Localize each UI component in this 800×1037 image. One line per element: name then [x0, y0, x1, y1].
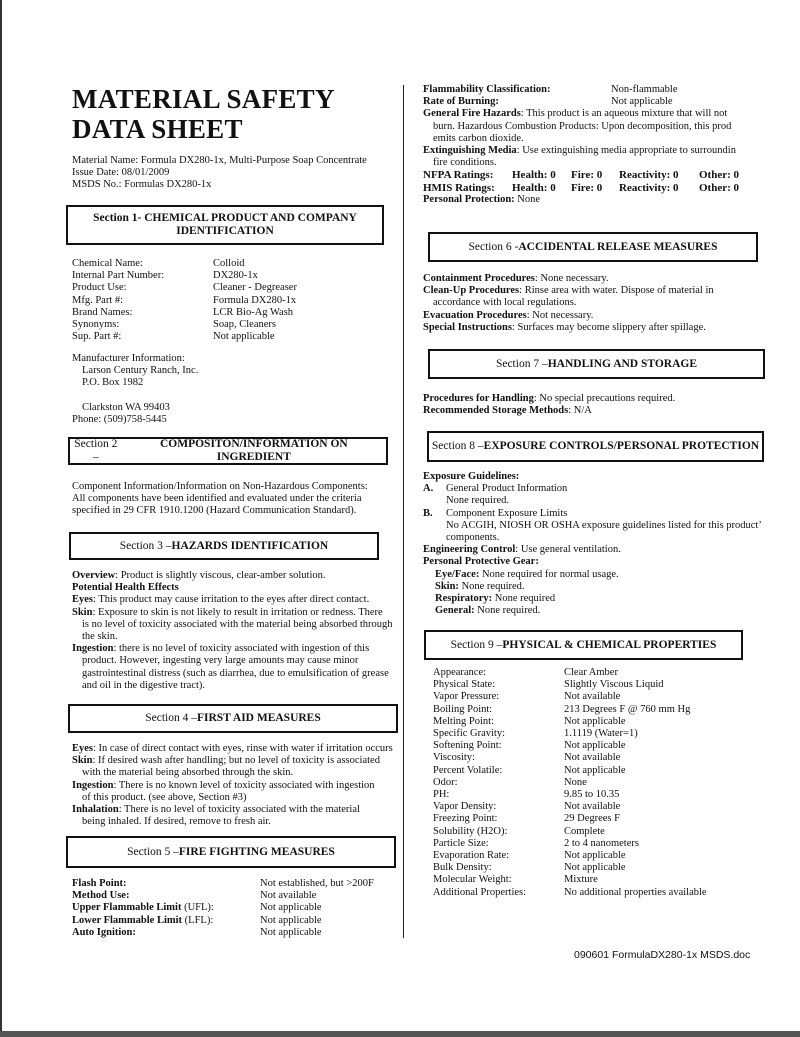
section-3-heading [69, 532, 379, 560]
row-label [433, 691, 564, 703]
section-2-heading [68, 437, 388, 465]
row-label-text: Percent Volatile: [433, 764, 503, 776]
row-value: None [564, 776, 587, 788]
nfpa-fire: Fire: 0 [571, 169, 603, 182]
table-row [433, 826, 707, 838]
section-4-prefix: Section 4 – [145, 712, 197, 724]
row-label-text: Viscosity: [433, 752, 475, 764]
column-divider [403, 85, 404, 938]
row-label-text: Particle Size: [433, 837, 489, 849]
section-1-title-a: CHEMICAL PRODUCT AND COMPANY [144, 212, 357, 224]
table-row [72, 331, 297, 343]
row-label [72, 915, 260, 927]
table-row [72, 319, 297, 331]
item-b-text: Component Exposure Limits [446, 507, 568, 519]
section-5-title: FIRE FIGHTING MEASURES [178, 845, 335, 858]
special-instructions-text: : Surfaces may become slippery after spillage. [511, 321, 706, 333]
manufacturer-line: P.O. Box 1982 [82, 377, 144, 389]
row-value: Not available [564, 801, 621, 813]
table-row [72, 270, 297, 282]
phone: Phone: (509)758-5445 [72, 414, 167, 425]
row-label-text: Solubility (H2O): [433, 825, 508, 837]
table-row [72, 295, 297, 307]
table-row [433, 801, 707, 813]
row-label-text: Vapor Density: [433, 801, 497, 813]
hmis-health: Health: 0 [512, 181, 556, 194]
section-8-prefix: Section 8 – [431, 440, 484, 452]
first-aid-inhalation-continuation: being inhaled. If desired, remove to fresh air. [82, 816, 271, 828]
evacuation-label: Evacuation Procedures [423, 309, 527, 321]
row-label-text: Odor: [433, 776, 458, 788]
engineering-control-label: Engineering Control [423, 544, 516, 556]
document-title [72, 84, 335, 144]
row-value: Not applicable [260, 902, 322, 914]
flammability-label: Flammability Classification: [423, 84, 551, 95]
table-row [433, 874, 707, 886]
row-label [433, 667, 564, 679]
row-label-suffix: (LFL): [184, 914, 214, 926]
row-label-text: Additional Properties: [433, 886, 527, 898]
row-label [72, 319, 213, 331]
section-6-heading [428, 232, 758, 262]
row-label [433, 826, 564, 838]
row-value: Not available [564, 691, 621, 703]
ingestion-text: : there is no level of toxicity associated with ingestion of this [113, 643, 370, 655]
table-row [433, 777, 707, 789]
nfpa-other: Other: 0 [699, 169, 740, 182]
section-2-text [72, 481, 368, 518]
section-1-title-b: IDENTIFICATION [176, 225, 274, 237]
skin-text: : Exposure to skin is not likely to result in irritation or redness. There [92, 606, 383, 618]
row-value: 29 Degrees F [564, 813, 620, 825]
general-fire-hazards-continuation: burn. Hazardous Combustion Products: Upon decomposition, this prod [433, 120, 732, 132]
row-label [72, 878, 260, 890]
row-label [433, 874, 564, 886]
general-fire-hazards-label: General Fire Hazards [423, 108, 521, 120]
section-1-prefix: Section 1- [93, 212, 145, 224]
general-label: General: [435, 605, 475, 617]
table-row [433, 838, 707, 850]
section-7-heading [428, 349, 765, 379]
section-8-text [423, 471, 778, 617]
row-value: Not available [564, 752, 621, 764]
row-label-text: Specific Gravity: [433, 728, 506, 740]
row-value: Slightly Viscous Liquid [564, 679, 664, 691]
section-6-text [423, 273, 714, 334]
table-row [72, 927, 374, 939]
first-aid-skin-continuation: with the material being absorbed through the skin. [82, 767, 294, 779]
nfpa-reactivity: Reactivity: 0 [619, 169, 679, 182]
row-label-suffix: (UFL): [184, 902, 214, 914]
overview-label: Overview [72, 570, 116, 581]
table-row [433, 728, 707, 740]
rate-of-burning-value: Not applicable [611, 96, 673, 108]
row-value: 2 to 4 nanometers [564, 837, 639, 849]
storage-text: : N/A [568, 405, 592, 417]
row-label-text: Mfg. Part #: [72, 294, 124, 306]
title-line-2: DATA SHEET [72, 114, 243, 144]
row-label-text: Method Use: [72, 890, 130, 902]
extinguishing-media-text: : Use extinguishing media appropriate to surroundin [516, 145, 736, 157]
item-a-label: A. [423, 483, 434, 495]
rate-of-burning-label: Rate of Burning: [423, 96, 499, 108]
containment-text: : None necessary. [534, 273, 609, 284]
table-row [433, 850, 707, 862]
first-aid-inhalation-text: : There is no level of toxicity associated with the material [118, 804, 360, 816]
cleanup-continuation: accordance with local regulations. [433, 297, 577, 309]
first-aid-inhalation-label: Inhalation [72, 804, 119, 816]
nfpa-health: Health: 0 [512, 169, 556, 182]
first-aid-eyes-label: Eyes [72, 743, 93, 754]
table-row [433, 813, 707, 825]
section-4-text [72, 743, 393, 828]
row-label [72, 927, 260, 939]
row-label [433, 887, 564, 899]
handling-label: Procedures for Handling [423, 393, 534, 404]
general-text: None required. [474, 605, 541, 617]
table-row [433, 765, 707, 777]
section-7-prefix: Section 7 – [495, 357, 548, 370]
msds-number: MSDS No.: Formulas DX280-1x [72, 179, 212, 191]
table-row [72, 890, 374, 902]
row-label [433, 789, 564, 801]
skin-continuation: is no level of toxicity associated with the material being absorbed through [82, 618, 393, 630]
row-label [72, 890, 260, 902]
page-bottom-border [0, 1031, 800, 1037]
special-instructions-label: Special Instructions [423, 321, 512, 333]
row-value: Colloid [213, 258, 245, 269]
row-label-text: Internal Part Number: [72, 270, 165, 282]
nfpa-ratings [423, 169, 778, 181]
issue-date: Issue Date: 08/01/2009 [72, 167, 170, 179]
section-2-title: COMPOSITON/INFORMATION ON INGREDIENT [159, 438, 348, 463]
row-value: Not applicable [564, 764, 626, 776]
row-value: Not available [260, 890, 317, 902]
row-label-text: Upper Flammable Limit [72, 902, 185, 914]
eye-face-text: None required for normal usage. [479, 568, 619, 580]
overview-text: : Product is slightly viscous, clear-amber solution. [115, 570, 326, 581]
header-info [72, 155, 367, 192]
row-label-text: Product Use: [72, 282, 127, 294]
row-value: Not applicable [564, 850, 626, 862]
section-5-heading [66, 836, 396, 868]
respiratory-label: Respiratory: [435, 593, 493, 605]
section-5-table [72, 878, 374, 939]
item-b-label: B. [423, 507, 433, 519]
section-8-title: EXPOSURE CONTROLS/PERSONAL PROTECTION [483, 440, 760, 452]
row-label [433, 716, 564, 728]
section-9-title: PHYSICAL & CHEMICAL PROPERTIES [502, 638, 717, 651]
extinguishing-media-label: Extinguishing Media [423, 145, 517, 157]
section-4-title: FIRST AID MEASURES [196, 712, 321, 724]
skin-label: Skin [72, 606, 93, 618]
manufacturer-info [72, 353, 198, 426]
table-row [433, 667, 707, 679]
row-value: 9.85 to 10.35 [564, 789, 620, 801]
row-label-text: Lower Flammable Limit [72, 914, 185, 926]
manufacturer-line [72, 390, 198, 402]
table-row [72, 258, 297, 270]
row-value: Mixture [564, 874, 598, 886]
first-aid-ingestion-text: : There is no known level of toxicity associated with ingestion [113, 779, 375, 791]
material-name: Material Name: Formula DX280-1x, Multi-Purpose Soap Concentrate [72, 155, 367, 166]
table-row [72, 282, 297, 294]
section-2-prefix: Section 2 – [74, 438, 118, 463]
engineering-control-text: : Use general ventilation. [515, 544, 621, 556]
row-label [433, 765, 564, 777]
item-a-text: General Product Information [446, 483, 568, 495]
manufacturer-line: Larson Century Ranch, Inc. [82, 365, 199, 377]
table-row [433, 716, 707, 728]
section-6-title: ACCIDENTAL RELEASE MEASURES [518, 240, 718, 253]
row-value: 213 Degrees F @ 760 mm Hg [564, 703, 691, 715]
row-label [433, 704, 564, 716]
section-7-title: HANDLING AND STORAGE [547, 357, 698, 370]
row-value: Formula DX280-1x [213, 294, 297, 306]
section-7-text [423, 393, 675, 417]
row-label [433, 740, 564, 752]
row-label-text: Flash Point: [72, 878, 127, 889]
hmis-fire: Fire: 0 [571, 181, 603, 194]
table-row [433, 679, 707, 691]
first-aid-ingestion-continuation: of this product. (see above, Section #3) [82, 791, 247, 803]
table-row [72, 307, 297, 319]
hmis-other: Other: 0 [699, 181, 740, 194]
row-label-text: Softening Point: [433, 740, 502, 752]
table-row [72, 878, 374, 890]
hmis-reactivity: Reactivity: 0 [619, 181, 679, 194]
table-row [433, 862, 707, 874]
document-filename: 090601 FormulaDX280-1x MSDS.doc [574, 949, 751, 961]
personal-protection-label: Personal Protection: [423, 193, 515, 205]
row-label-text: Synonyms: [72, 319, 120, 331]
section-9-heading [424, 630, 743, 660]
row-value: Not applicable [564, 715, 626, 727]
table-row [433, 752, 707, 764]
row-label-text: PH: [433, 789, 450, 801]
first-aid-eyes-text: : In case of direct contact with eyes, rinse with water if irritation occurs [93, 743, 393, 754]
row-value: Not applicable [260, 926, 322, 938]
gear-skin-text: None required. [458, 580, 525, 592]
page-left-border [0, 0, 2, 1037]
storage-label: Recommended Storage Methods [423, 405, 569, 417]
row-label-text: Molecular Weight: [433, 874, 512, 886]
row-label-text: Boiling Point: [433, 703, 493, 715]
row-value: DX280-1x [213, 270, 258, 282]
row-value: LCR Bio-Ag Wash [213, 306, 294, 318]
gear-skin-label: Skin: [435, 580, 459, 592]
personal-protection-value: None [514, 193, 541, 205]
section-8-heading [427, 431, 764, 462]
section-6-prefix: Section 6 - [468, 240, 519, 253]
table-row [72, 915, 374, 927]
first-aid-ingestion-label: Ingestion [72, 779, 114, 791]
row-label-text: Evaporation Rate: [433, 850, 510, 862]
containment-label: Containment Procedures [423, 273, 535, 284]
row-label-text: Auto Ignition: [72, 926, 136, 938]
ingestion-continuation: gastrointestinal distress (such as diarrhea, due to emulsification of grease [82, 667, 389, 679]
row-label-text: Vapor Pressure: [433, 691, 500, 703]
section-9-table [433, 667, 707, 899]
title-line-1: MATERIAL SAFETY [72, 84, 335, 114]
table-row [433, 691, 707, 703]
ingestion-continuation: and oil in the digestive tract). [82, 679, 206, 691]
row-label [72, 270, 213, 282]
row-value: Soap, Cleaners [213, 319, 276, 331]
section-9-prefix: Section 9 – [450, 638, 503, 651]
row-value: Not applicable [213, 331, 275, 343]
health-effects-label: Potential Health Effects [72, 582, 179, 594]
row-value: 1.1119 (Water=1) [564, 728, 638, 740]
row-label [433, 850, 564, 862]
section-3-prefix: Section 3 – [119, 539, 172, 552]
protective-gear-label: Personal Protective Gear: [423, 556, 539, 568]
section-4-heading [68, 704, 398, 733]
row-value: Not applicable [260, 914, 322, 926]
fire-hazard-info [423, 84, 778, 206]
section-2-line: specified in 29 CFR 1910.1200 (Hazard Communication Standard). [72, 505, 357, 517]
section-3-text [72, 570, 393, 692]
section-1-table [72, 258, 297, 343]
skin-continuation: the skin. [82, 631, 118, 643]
eye-face-label: Eye/Face: [435, 568, 480, 580]
general-fire-hazards-text: : This product is an aqueous mixture that will not [520, 108, 728, 120]
cleanup-label: Clean-Up Procedures [423, 285, 520, 297]
row-label [433, 679, 564, 691]
row-label-text: Brand Names: [72, 306, 133, 318]
row-label-text: Freezing Point: [433, 813, 498, 825]
section-1-heading [66, 205, 384, 245]
table-row [433, 740, 707, 752]
row-label-text: Melting Point: [433, 715, 494, 727]
row-value: Not established, but >200F [260, 878, 374, 889]
ingestion-continuation: product. However, ingesting very large amounts may cause minor [82, 655, 359, 667]
row-label [433, 862, 564, 874]
exposure-guidelines-label: Exposure Guidelines: [423, 471, 520, 482]
general-fire-hazards-continuation: emits carbon dioxide. [433, 132, 524, 144]
row-label [72, 331, 213, 343]
manufacturer-label: Manufacturer Information: [72, 353, 185, 364]
row-label [72, 902, 260, 914]
table-row [433, 887, 707, 899]
row-value: Clear Amber [564, 667, 618, 678]
row-label [433, 728, 564, 740]
row-label [433, 777, 564, 789]
ingestion-label: Ingestion [72, 643, 114, 655]
hmis-ratings [423, 182, 778, 194]
table-row [72, 902, 374, 914]
eyes-text: : This product may cause irritation to the eyes after direct contact. [93, 594, 370, 606]
evacuation-text: : Not necessary. [526, 309, 594, 321]
first-aid-skin-text: : If desired wash after handling; but no level of toxicity is associated [92, 755, 380, 767]
row-label [72, 282, 213, 294]
item-b-continuation: components. [446, 532, 500, 544]
row-label [433, 813, 564, 825]
flammability-value: Non-flammable [611, 84, 678, 95]
section-2-line: All components have been identified and evaluated under the criteria [72, 493, 362, 505]
table-row [433, 789, 707, 801]
section-3-title: HAZARDS IDENTIFICATION [171, 539, 329, 552]
section-5-prefix: Section 5 – [127, 845, 179, 858]
first-aid-skin-label: Skin [72, 755, 93, 767]
row-value: Cleaner - Degreaser [213, 282, 297, 294]
cleanup-text: : Rinse area with water. Dispose of material in [519, 285, 714, 297]
row-value: No additional properties available [564, 886, 707, 898]
item-b-continuation: No ACGIH, NIOSH OR OSHA exposure guidelines listed for this product’ [446, 519, 762, 531]
hmis-label: HMIS Ratings: [423, 181, 495, 194]
respiratory-text: None required [492, 593, 556, 605]
row-label [433, 838, 564, 850]
row-label [72, 258, 213, 270]
manufacturer-line: Clarkston WA 99403 [82, 401, 170, 413]
row-label-text: Chemical Name: [72, 258, 143, 269]
row-label [433, 801, 564, 813]
table-row [433, 704, 707, 716]
eyes-label: Eyes [72, 594, 93, 606]
row-value: Complete [564, 825, 605, 837]
item-a-continuation: None required. [446, 495, 509, 507]
row-label [72, 307, 213, 319]
section-2-line: Component Information/Information on Non-Hazardous Components: [72, 481, 368, 492]
row-label-text: Appearance: [433, 667, 487, 678]
row-label-text: Sup. Part #: [72, 331, 122, 343]
row-label-text: Bulk Density: [433, 862, 492, 874]
handling-text: : No special precautions required. [533, 393, 676, 404]
row-value: Not applicable [564, 740, 626, 752]
row-label [433, 752, 564, 764]
row-label [72, 295, 213, 307]
row-label-text: Physical State: [433, 679, 496, 691]
row-value: Not applicable [564, 862, 626, 874]
extinguishing-media-continuation: fire conditions. [433, 157, 497, 169]
nfpa-label: NFPA Ratings: [423, 169, 494, 182]
